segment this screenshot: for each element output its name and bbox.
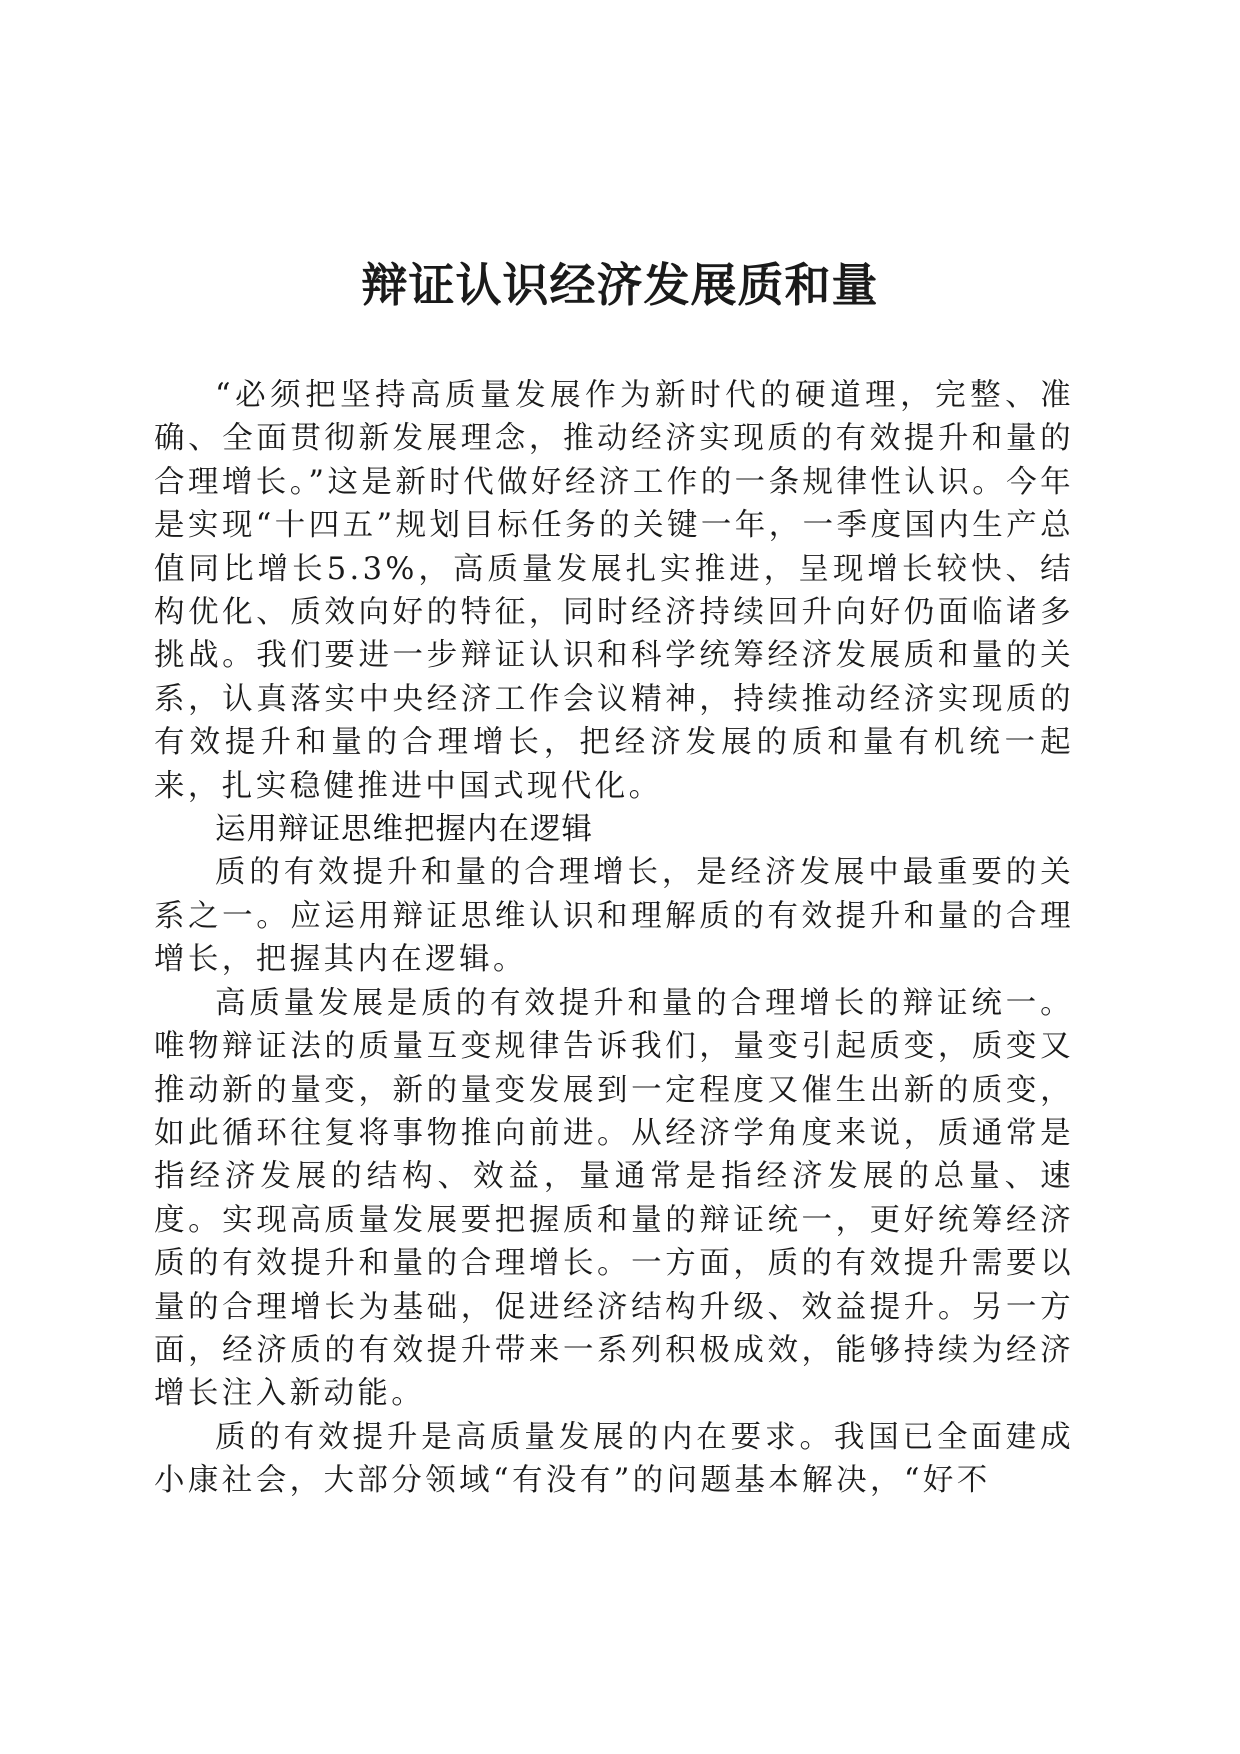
document-title: 辩证认识经济发展质和量 [361, 258, 879, 312]
paragraph-intro: “必须把坚持高质量发展作为新时代的硬道理，完整、准确、全面贯彻新发展理念，推动经济实现质的有效提升和量的合理增长。”这是新时代做好经济工作的一条规律性认识。今年是实现“十四五”规划目标任务的关键一年，一季度国内生产总值同比增长5.3%，高质量发展扎实推进，呈现增长较快、结构优化、质效向好的特征，同时经济持续回升向好仍面临诸多挑战。我们要进一步辩证认识和科学统筹经济发展质和量的关系，认真落实中央经济工作会议精神，持续推动经济实现质的有效提升和量的合理增长，把经济发展的质和量有机统一起来，扎实稳健推进中国式现代化。 [154, 378, 1074, 804]
paragraph-logic-overview: 质的有效提升和量的合理增长，是经济发展中最重要的关系之一。应运用辩证思维认识和理解质的有效提升和量的合理增长，把握其内在逻辑。 [154, 855, 1074, 978]
paragraph-quality-improvement: 质的有效提升是高质量发展的内在要求。我国已全面建成小康社会，大部分领域“有没有”的问题基本解决，“好不 [154, 1419, 1074, 1499]
paragraph-dialectical-unity: 高质量发展是质的有效提升和量的合理增长的辩证统一。唯物辩证法的质量互变规律告诉我们，量变引起质变，质变又推动新的量变，新的量变发展到一定程度又催生出新的质变，如此循环往复将事物推向前进。从经济学角度来说，质通常是指经济发展的结构、效益，量通常是指经济发展的总量、速度。实现高质量发展要把握质和量的辩证统一，更好统筹经济质的有效提升和量的合理增长。一方面，质的有效提升需要以量的合理增长为基础，促进经济结构升级、效益提升。另一方面，经济质的有效提升带来一系列积极成效，能够持续为经济增长注入新动能。 [154, 985, 1074, 1412]
section-heading: 运用辩证思维把握内在逻辑 [215, 812, 593, 848]
document-body [154, 374, 1074, 1503]
